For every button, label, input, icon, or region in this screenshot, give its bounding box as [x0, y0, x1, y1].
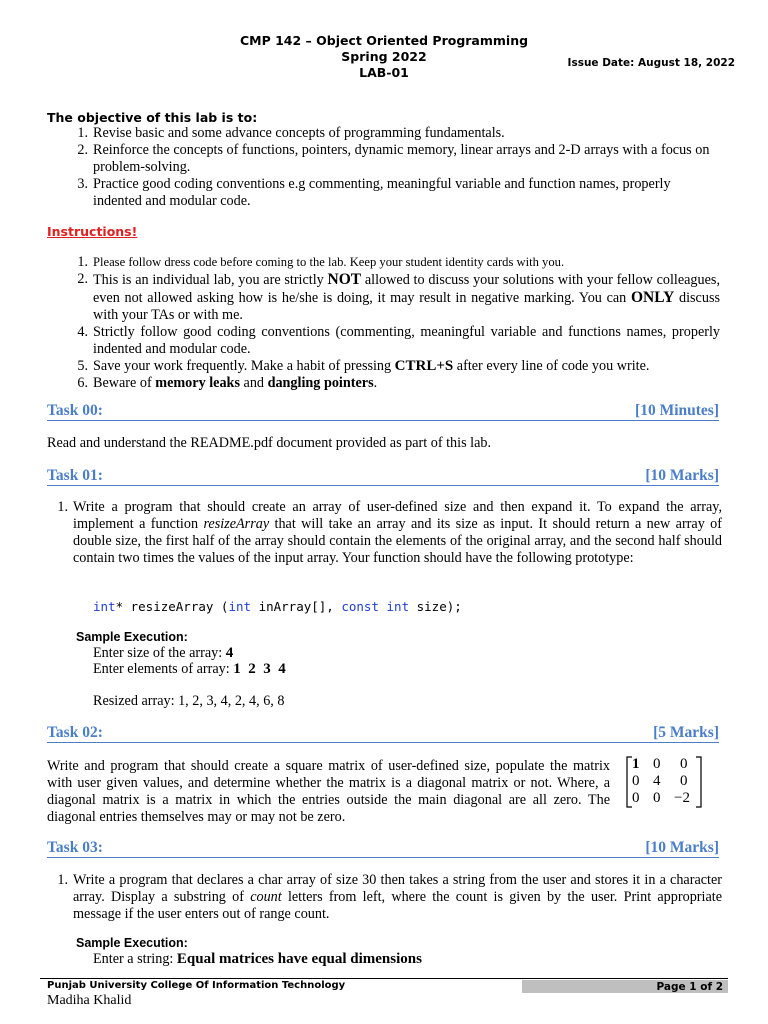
- course-title: CMP 142 – Object Oriented Programming: [239, 33, 529, 48]
- task-marks: [5 Marks]: [653, 724, 719, 741]
- instruction-item: 5. Save your work frequently. Make a habit of pressing CTRL+S after every line of code you write.: [77, 358, 650, 374]
- matrix-cell: 0: [680, 773, 688, 789]
- matrix-cell: 0: [632, 790, 640, 806]
- sample-line: Enter a string: Equal matrices have equal dimensions: [93, 951, 422, 967]
- instructions-heading: Instructions!: [47, 224, 138, 239]
- matrix-cell: 0: [632, 773, 640, 789]
- task-01-item: 1. Write a program that should create an array of user-defined size and then expand it. To expand the array, implement a function resizeArray that will take an array and its size as input. It should return a new array of double size, the first half of the array should contain the elements of the original array, and the second half should contain two times the values of the input array. Your function should have the following prototype:: [57, 499, 723, 566]
- sample-line: Enter size of the array: 4: [93, 645, 234, 661]
- matrix-cell: 1: [632, 756, 640, 772]
- task-01-heading: [47, 467, 719, 486]
- instruction-item: 2. This is an individual lab, you are strictly NOT allowed to discuss your solutions with your fellow colleagues, even not allowed asking how is he/she is doing, it may result in negative marking. You can ONLY discuss with your TAs or with me.: [77, 271, 720, 323]
- task-03-list: [50, 872, 722, 923]
- lab-number: LAB-01: [359, 65, 409, 80]
- matrix-cell: 4: [653, 773, 661, 789]
- instruction-item: 1. Please follow dress code before coming to the lab. Keep your student identity cards with you.: [77, 254, 565, 270]
- task-title: Task 00:: [47, 402, 103, 419]
- footer-rule: [40, 978, 728, 979]
- diagonal-matrix: [626, 756, 702, 808]
- matrix-cell: 0: [653, 790, 661, 806]
- task-marks: [10 Marks]: [645, 839, 719, 856]
- sample-line: Resized array: 1, 2, 3, 4, 2, 4, 6, 8: [93, 693, 285, 709]
- issue-date: Issue Date: August 18, 2022: [567, 57, 735, 69]
- objective-item: 3. Practice good coding conventions e.g commenting, meaningful variable and function names, properly indented and modular code.: [77, 176, 671, 209]
- objective-heading: The objective of this lab is to:: [47, 110, 258, 125]
- sample-line: Enter elements of array: 1 2 3 4: [93, 661, 286, 677]
- task-01-list: [50, 499, 722, 567]
- task-title: Task 02:: [47, 724, 103, 741]
- matrix-cell: −2: [674, 790, 690, 806]
- task-02-text: Write and program that should create a square matrix of user-defined size, populate the matrix with user given values, and determine whether the matrix is a diagonal matrix or not. Where, a diagonal matrix is a matrix in which the entries outside the main diagonal are all zero. The diagonal entries themselves may or may not be zero.: [47, 758, 610, 825]
- task-03-item: 1. Write a program that declares a char array of size 30 then takes a string from the user and stores it in a character array. Display a substring of count letters from left, where the count is given by the user. Print appropriate message if the user enters out of range count.: [57, 872, 722, 922]
- footer-institution: Punjab University College Of Information Technology: [47, 980, 346, 991]
- task-marks: [10 Minutes]: [635, 402, 719, 419]
- objective-item: 2. Reinforce the concepts of functions, pointers, dynamic memory, linear arrays and 2-D arrays with a focus on problem-solving.: [77, 142, 710, 175]
- sample-execution-label: Sample Execution:: [76, 936, 188, 950]
- objective-list: [70, 125, 720, 210]
- task-00-text: Read and understand the README.pdf document provided as part of this lab.: [47, 435, 492, 451]
- footer-author: Madiha Khalid: [47, 993, 132, 1008]
- term: Spring 2022: [341, 49, 427, 64]
- task-00-heading: [47, 402, 719, 421]
- objective-item: 1. Revise basic and some advance concepts of programming fundamentals.: [77, 125, 505, 141]
- function-prototype: int* resizeArray (int inArray[], const int size);: [93, 599, 462, 614]
- page-number: Page 1 of 2: [656, 981, 723, 993]
- task-title: Task 03:: [47, 839, 103, 856]
- task-02-heading: [47, 724, 719, 743]
- sample-execution-label: Sample Execution:: [76, 630, 188, 644]
- matrix-cell: 0: [653, 756, 661, 772]
- instruction-item: 4. Strictly follow good coding conventions (commenting, meaningful variable and functions names, properly indented and modular code.: [77, 324, 720, 357]
- page-number-box: [522, 980, 728, 993]
- matrix-cell: 0: [680, 756, 688, 772]
- task-marks: [10 Marks]: [645, 467, 719, 484]
- task-03-heading: [47, 839, 719, 858]
- task-title: Task 01:: [47, 467, 103, 484]
- instructions-list: [70, 254, 720, 392]
- instruction-item: 6. Beware of memory leaks and dangling pointers.: [77, 375, 378, 391]
